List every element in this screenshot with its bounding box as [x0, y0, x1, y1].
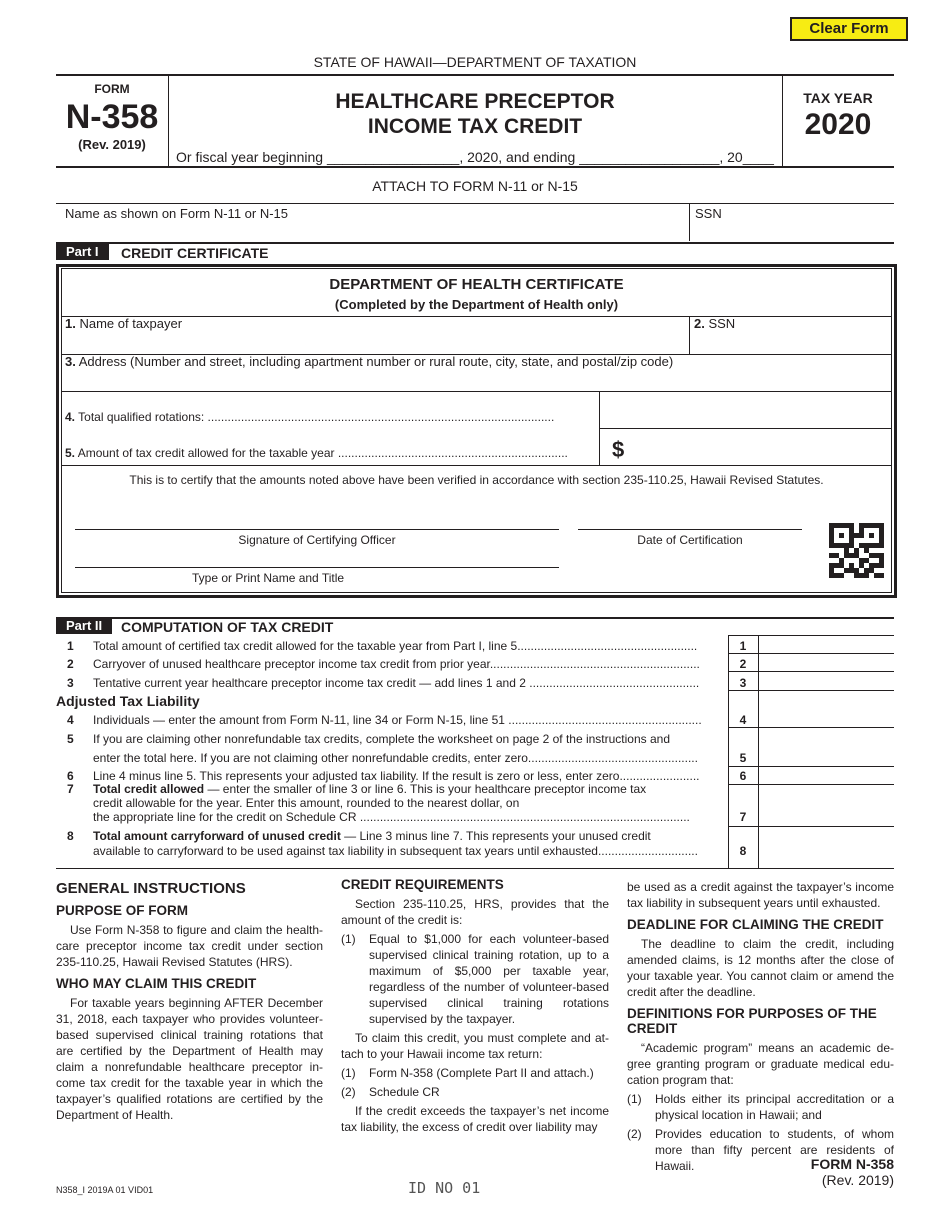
definitions-heading: DEFINITIONS FOR PURPOSES OF THE CREDIT	[627, 1006, 877, 1036]
p2-box6-num: 6	[739, 769, 747, 783]
p2-line2-input[interactable]	[760, 655, 892, 670]
p2-box8-num: 8	[739, 844, 747, 858]
p2-line6-input[interactable]	[760, 768, 892, 783]
credit-requirements-text: Section 235-110.25, HRS, provides that the amount of the credit is:	[341, 897, 609, 927]
credit-amount-input[interactable]	[632, 431, 890, 463]
p2-line4-text: Individuals — enter the amount from Form N-11, line 34 or Form N-15, line 51 ..........................................................	[93, 713, 702, 727]
cert-line2: 2. SSN	[694, 316, 736, 331]
deadline-text: The deadline to claim the credit, including amended claims, is 12 months after the close of your taxable year. You cannot claim or amend the credit after the deadline.	[627, 937, 894, 999]
p2-line2-text: Carryover of unused healthcare preceptor income tax credit from prior year...............................................................	[93, 657, 700, 671]
p2-rule-0	[728, 635, 894, 636]
p2-box1-num: 1	[739, 639, 747, 653]
p2-line4-input[interactable]	[760, 710, 892, 726]
p2-line2-num: 2	[67, 657, 74, 671]
part1-tag: Part I	[56, 243, 109, 260]
rotations-input[interactable]	[602, 394, 890, 426]
p2-line1-text: Total amount of certified tax credit allowed for the taxable year from Part I, line 5......................................................	[93, 639, 698, 653]
dollar-sign: $	[612, 437, 625, 462]
how-to-claim-text: To claim this credit, you must complete and at-tach to your Hawaii income tax return:	[341, 1031, 609, 1061]
p2-rule-2	[728, 671, 894, 672]
p2-line6-text: Line 4 minus line 5. This represents your adjusted tax liability. If the result is zero or less, enter zero........................	[93, 769, 700, 783]
claim-item-2: (2) Schedule CR	[341, 1085, 440, 1099]
name-ssn-divider	[689, 203, 690, 241]
form-label: FORM	[94, 82, 130, 96]
name-input[interactable]	[58, 222, 686, 240]
header-left-divider	[168, 74, 169, 166]
ssn-input[interactable]	[692, 222, 892, 240]
who-may-claim-text: For taxable years beginning AFTER December 31, 2018, each taxpayer who provides volunteer-based supervised clinical training rotations that are certified by the Department of Health may claim a nonrefundable healthcare preceptor in-come tax credit for the taxable year in which the taxpayer’s qualified rotations are certified by the Department of Health.	[56, 996, 323, 1122]
p2-line5-num: 5	[67, 732, 74, 746]
part1-title: CREDIT CERTIFICATE	[121, 245, 269, 261]
p2-line1-num: 1	[67, 639, 74, 653]
cert-rule-1	[61, 316, 892, 317]
purpose-heading: PURPOSE OF FORM	[56, 903, 189, 918]
p2-rule-7	[728, 826, 894, 827]
p2-line5-text-b: enter the total here. If you are not claiming other nonrefundable credits, enter zero...................................................	[93, 751, 698, 765]
p2-line8-text-b: available to carryforward to be used against tax liability in subsequent tax years until exhausted..............................	[93, 844, 698, 858]
carryforward-continued-text: be used as a credit against the taxpayer’s income tax liability in subsequent years until exhausted.	[627, 880, 894, 910]
adjusted-tax-heading: Adjusted Tax Liability	[56, 693, 200, 709]
definition-item-1: (1) Holds either its principal accreditation or a physical location in Hawaii; and	[627, 1092, 894, 1122]
p2-rule-3	[728, 690, 894, 691]
requirement-item-1: (1) Equal to $1,000 for each volunteer-based supervised clinical training rotation, up to a maximum of $5,000 per taxable year, regardless of the number of volunteer-based supervised clinical training rotations supervised by the taxpayer.	[341, 932, 609, 1026]
p2-line8-input[interactable]	[760, 828, 892, 867]
form-title-line2: INCOME TAX CREDIT	[367, 115, 583, 138]
date-line[interactable]	[578, 529, 802, 530]
attach-note: ATTACH TO FORM N-11 or N-15	[372, 178, 578, 194]
tax-year-label: TAX YEAR	[803, 90, 873, 106]
clear-form-button[interactable]: Clear Form	[790, 17, 908, 41]
cert-line3: 3. Address (Number and street, including apartment number or rural route, city, state, and postal/zip code)	[65, 354, 674, 369]
p2-line7-num: 7	[67, 782, 74, 796]
footer-rev: (Rev. 2019)	[821, 1172, 894, 1188]
general-instructions-heading: GENERAL INSTRUCTIONS	[56, 880, 246, 897]
cert-rule-5	[61, 465, 892, 466]
date-label: Date of Certification	[637, 533, 743, 547]
cert-line5: 5. Amount of tax credit allowed for the taxable year .....................................................................	[65, 446, 568, 460]
ssn-field-label: SSN	[695, 206, 722, 221]
p2-box7-num: 7	[739, 810, 747, 824]
p2-line5-input[interactable]	[760, 729, 892, 765]
instructions-col2	[341, 877, 609, 1135]
signature-line[interactable]	[75, 529, 559, 530]
p2-line7-text-b: credit allowable for the year. Enter this amount, rounded to the nearest dollar, on	[93, 796, 520, 810]
name-field-label: Name as shown on Form N-11 or N-15	[65, 206, 289, 221]
instructions-col1	[56, 880, 323, 1123]
part2-title: COMPUTATION OF TAX CREDIT	[121, 619, 334, 635]
p2-rule-6	[728, 784, 894, 785]
fiscal-year-field[interactable]: Or fiscal year beginning _________________, 2020, and ending __________________, 20____	[176, 149, 774, 165]
p2-line3-num: 3	[67, 676, 74, 690]
p2-line8-num: 8	[67, 829, 74, 843]
p2-line6-num: 6	[67, 769, 74, 783]
p2-line3-text: Tentative current year healthcare preceptor income tax credit — add lines 1 and 2 ...................................................	[93, 676, 700, 690]
print-name-line[interactable]	[75, 567, 559, 568]
form-revision: (Rev. 2019)	[78, 137, 146, 152]
address-input[interactable]	[64, 370, 890, 390]
taxpayer-name-input[interactable]	[64, 334, 686, 352]
p2-line5-text-a: If you are claiming other nonrefundable tax credits, complete the worksheet on page 2 of the instructions and	[93, 732, 671, 746]
certificate-subtitle: (Completed by the Department of Health only)	[334, 297, 619, 312]
footer-form: FORM N-358	[810, 1156, 894, 1172]
name-row-top	[56, 203, 894, 204]
certify-statement: This is to certify that the amounts noted above have been verified in accordance with section 235-110.25, Hawaii Revised Statutes.	[129, 473, 824, 487]
p2-line7-text-a: Total credit allowed — enter the smaller of line 3 or line 6. This is your healthcare preceptor income tax	[93, 782, 647, 796]
definition-item-2: (2) Provides education to students, of whom more than fifty percent are residents of Hawaii.	[627, 1127, 894, 1173]
credit-requirements-heading: CREDIT REQUIREMENTS	[341, 877, 504, 892]
footer-code: N358_I 2019A 01 VID01	[56, 1185, 154, 1195]
p2-box2-num: 2	[739, 657, 747, 671]
cert-ssn-input[interactable]	[692, 334, 890, 352]
p2-rule-5	[728, 766, 894, 767]
deadline-heading: DEADLINE FOR CLAIMING THE CREDIT	[627, 917, 884, 932]
p2-line4-num: 4	[67, 713, 74, 727]
signature-label: Signature of Certifying Officer	[238, 533, 396, 547]
p2-line1-input[interactable]	[760, 637, 892, 652]
form-title-line1: HEALTHCARE PRECEPTOR	[335, 90, 615, 113]
p2-box4-num: 4	[739, 713, 747, 727]
credit-exceeds-text: If the credit exceeds the taxpayer’s net income tax liability, the excess of credit over liability may	[341, 1104, 609, 1134]
print-name-label: Type or Print Name and Title	[192, 571, 345, 585]
cert-line4: 4. Total qualified rotations: ........................................................................................................	[65, 410, 555, 424]
instructions-col3	[627, 879, 894, 1177]
footer-id: ID NO 01	[408, 1179, 481, 1197]
agency-title: STATE OF HAWAII—DEPARTMENT OF TAXATION	[313, 54, 637, 70]
p2-rule-1	[728, 653, 894, 654]
qr-code-icon	[829, 523, 884, 578]
tax-year: 2020	[804, 108, 872, 141]
cert-rule-4	[599, 428, 892, 429]
form-number: N-358	[65, 98, 159, 136]
cert-rule-3	[61, 391, 892, 392]
definitions-text: “Academic program” means an academic de-gree granting program or graduate medical edu-cation program that:	[627, 1041, 894, 1087]
cert-line1: 1. Name of taxpayer	[65, 316, 183, 331]
p2-line8-text-a: Total amount carryforward of unused credit — Line 3 minus line 7. This represents your unused credit	[93, 829, 651, 843]
p2-rule-4	[728, 727, 894, 728]
part1-top-rule	[56, 242, 894, 244]
header-top-rule	[56, 74, 894, 76]
purpose-text: Use Form N-358 to figure and claim the health-care preceptor income tax credit under section 235-110.25, Hawaii Revised Statutes (HRS).	[56, 923, 323, 969]
part2-num-col-right	[758, 635, 759, 868]
p2-line3-input[interactable]	[760, 673, 892, 689]
p2-line7-input[interactable]	[760, 786, 892, 825]
part2-tag: Part II	[56, 617, 112, 634]
claim-item-1: (1) Form N-358 (Complete Part II and attach.)	[341, 1066, 594, 1080]
p2-box5-num: 5	[739, 751, 747, 765]
p2-line7-text-c: the appropriate line for the credit on Schedule CR ...................................................................................................	[93, 810, 690, 824]
header-bottom-rule	[56, 166, 894, 168]
who-may-claim-heading: WHO MAY CLAIM THIS CREDIT	[56, 976, 257, 991]
cert-ssn-divider	[689, 316, 690, 354]
part2-bottom-rule	[56, 868, 894, 869]
p2-box3-num: 3	[739, 676, 747, 690]
certificate-title: DEPARTMENT OF HEALTH CERTIFICATE	[329, 276, 624, 293]
